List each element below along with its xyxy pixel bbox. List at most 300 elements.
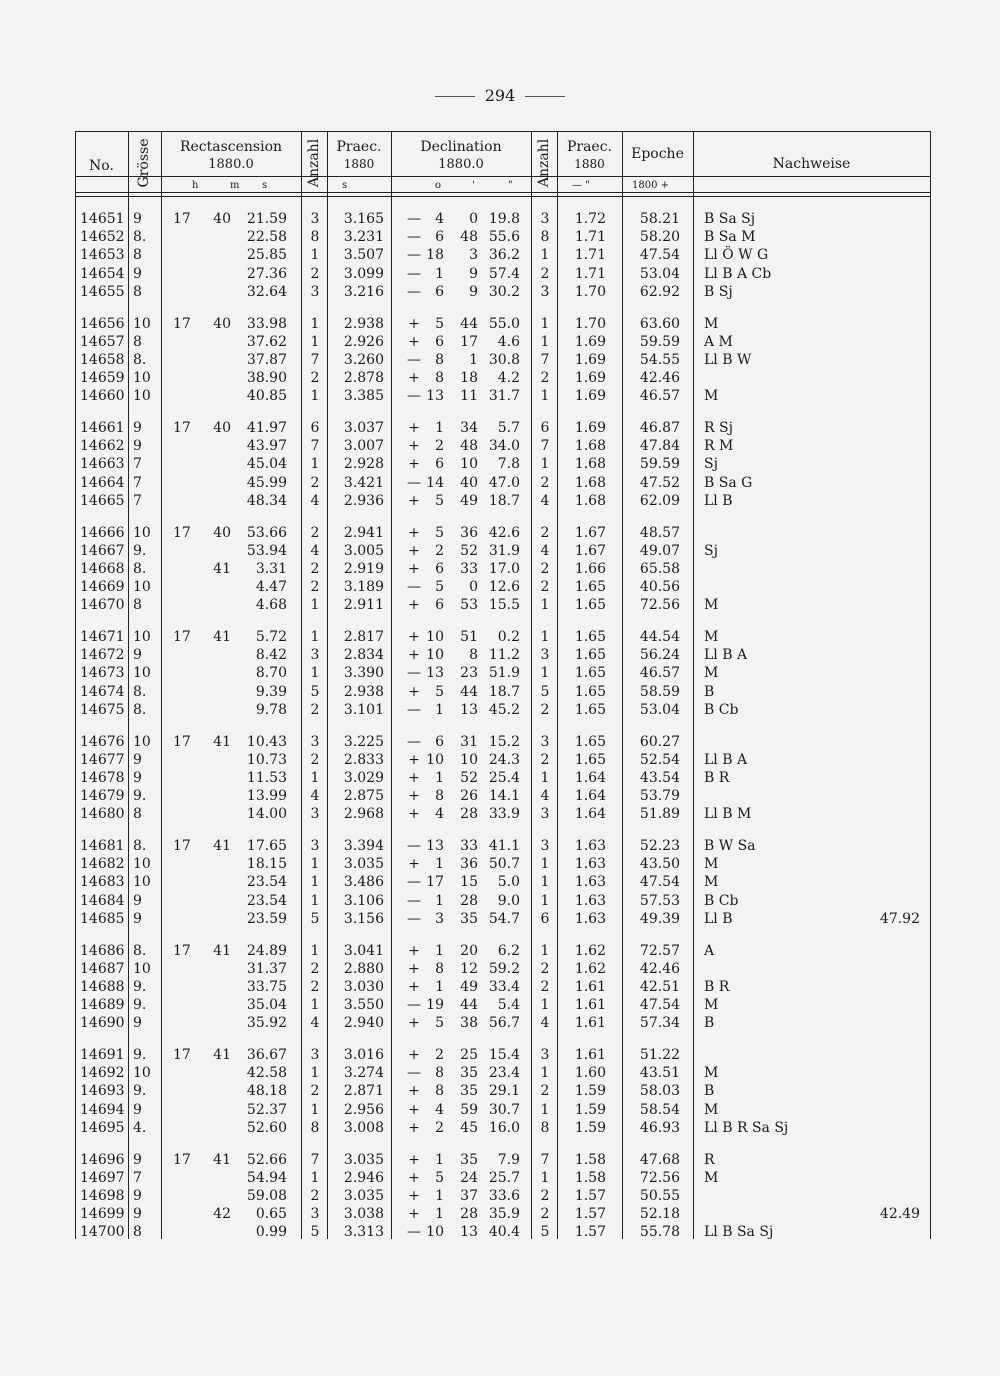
cell-groesse: 9. (133, 1047, 147, 1063)
cell-praec-1: 2.871 (343, 1083, 384, 1100)
cell-decl-sign: — (407, 283, 421, 300)
cell-praec-2: 1.71 (574, 229, 606, 246)
cell-praec-2: 1.57 (574, 1187, 606, 1204)
cell-groesse: 10 (133, 733, 151, 750)
cell-praec-1: 2.878 (343, 370, 384, 387)
cell-epoche: 56.24 (639, 647, 680, 664)
cell-decl-deg: 8 (435, 960, 444, 977)
cell-praec-1: 3.008 (343, 1119, 384, 1136)
cell-decl-deg: 5 (435, 1169, 444, 1186)
cell-ra-h: 17 (173, 315, 191, 332)
cell-praec-2: 1.58 (574, 1151, 606, 1168)
cell-praec-2: 1.65 (574, 629, 606, 645)
cell-praec-2: 1.62 (574, 960, 606, 977)
cell-groesse: 10 (133, 524, 151, 541)
cell-epoche: 47.54 (639, 997, 680, 1014)
cell-decl-sign: + (408, 751, 420, 768)
cell-no: 14696 (80, 1151, 125, 1168)
cell-decl-sign: + (408, 1151, 420, 1168)
cell-groesse: 7 (133, 1169, 142, 1186)
cell-praec-1: 2.926 (343, 333, 384, 350)
cell-praec-2: 1.63 (574, 874, 606, 891)
cell-epoche: 47.52 (639, 474, 680, 491)
cell-anzahl-2: 1 (540, 315, 550, 332)
cell-nachweise: Ll B A Cb (704, 265, 772, 282)
cell-ra-s: 52.66 (246, 1151, 287, 1168)
cell-anzahl-1: 3 (310, 1047, 320, 1063)
cell-decl-deg: 13 (426, 665, 444, 682)
cell-decl-sec: 9.0 (497, 892, 520, 909)
cell-anzahl-2: 7 (540, 438, 550, 455)
cell-decl-sec: 12.6 (488, 579, 520, 596)
header-epoche: Epoche (631, 146, 684, 162)
cell-ra-m: 41 (213, 838, 231, 854)
cell-ra-s: 4.68 (255, 597, 287, 614)
cell-ra-s: 52.60 (246, 1119, 287, 1136)
cell-decl-min: 15 (460, 874, 478, 891)
cell-decl-sign: + (408, 856, 420, 873)
cell-anzahl-1: 2 (310, 474, 320, 491)
cell-epoche: 47.54 (639, 247, 680, 264)
cell-groesse: 10 (133, 856, 151, 873)
table-row (0, 855, 1000, 873)
cell-decl-sec: 15.2 (488, 733, 520, 750)
cell-praec-1: 2.936 (343, 492, 384, 509)
cell-nachweise: Ll Ö W G (704, 247, 769, 264)
header-decl-unit-deg: o (435, 180, 442, 191)
cell-no: 14682 (80, 856, 125, 873)
cell-anzahl-2: 1 (540, 247, 550, 264)
cell-praec-1: 2.956 (343, 1101, 384, 1118)
cell-praec-1: 2.833 (343, 751, 384, 768)
cell-decl-deg: 6 (435, 560, 444, 577)
cell-anzahl-1: 4 (310, 542, 320, 559)
table-row (0, 701, 1000, 719)
cell-groesse: 8. (133, 942, 147, 959)
cell-decl-sign: + (408, 978, 420, 995)
cell-epoche: 63.60 (639, 315, 680, 332)
cell-praec-2: 1.63 (574, 856, 606, 873)
cell-praec-1: 3.106 (343, 892, 384, 909)
cell-ra-m: 41 (213, 733, 231, 750)
cell-nachweise: Sj (704, 542, 718, 559)
cell-decl-sec: 7.9 (497, 1151, 520, 1168)
cell-ra-s: 14.00 (246, 806, 287, 823)
cell-praec-1: 3.189 (343, 579, 384, 596)
cell-anzahl-1: 3 (310, 733, 320, 750)
cell-anzahl-1: 1 (310, 1065, 320, 1082)
table-row (0, 210, 1000, 228)
cell-anzahl-2: 1 (540, 1169, 550, 1186)
table-row (0, 1064, 1000, 1082)
cell-praec-2: 1.65 (574, 751, 606, 768)
cell-decl-min: 10 (460, 751, 478, 768)
cell-anzahl-2: 4 (540, 492, 550, 509)
cell-decl-sign: + (408, 333, 420, 350)
cell-ra-s: 17.65 (246, 838, 287, 854)
cell-decl-deg: 5 (435, 683, 444, 700)
cell-decl-min: 1 (469, 351, 478, 368)
cell-ra-s: 45.99 (246, 474, 287, 491)
cell-epoche: 53.79 (639, 788, 680, 805)
cell-anzahl-1: 3 (310, 647, 320, 664)
cell-anzahl-1: 1 (310, 997, 320, 1014)
cell-decl-sec: 51.9 (488, 665, 520, 682)
table-row (0, 1205, 1000, 1223)
cell-praec-2: 1.67 (574, 524, 606, 541)
cell-decl-deg: 17 (426, 874, 444, 891)
cell-praec-1: 3.038 (343, 1206, 384, 1223)
table-row (0, 787, 1000, 805)
cell-decl-sec: 57.4 (488, 265, 520, 282)
cell-no: 14686 (80, 942, 125, 959)
cell-decl-min: 52 (460, 769, 478, 786)
header-praec-1: Praec. (336, 139, 382, 155)
table-top-rule (75, 131, 931, 132)
cell-decl-sign: — (407, 997, 421, 1014)
cell-groesse: 9 (133, 910, 142, 927)
cell-decl-min: 44 (460, 997, 478, 1014)
cell-anzahl-2: 3 (540, 283, 550, 300)
cell-ra-s: 54.94 (246, 1169, 287, 1186)
cell-no: 14677 (80, 751, 125, 768)
cell-decl-sec: 30.2 (488, 283, 520, 300)
table-row (0, 265, 1000, 283)
cell-anzahl-2: 1 (540, 333, 550, 350)
cell-praec-1: 3.507 (343, 247, 384, 264)
cell-praec-2: 1.64 (574, 806, 606, 823)
cell-decl-min: 35 (460, 1065, 478, 1082)
cell-epoche: 65.58 (639, 560, 680, 577)
cell-epoche: 59.59 (639, 456, 680, 473)
cell-groesse: 8. (133, 838, 147, 854)
cell-praec-1: 3.313 (343, 1224, 384, 1241)
cell-decl-deg: 6 (435, 597, 444, 614)
table-row (0, 733, 1000, 751)
cell-nachweise: M (704, 997, 719, 1014)
cell-anzahl-1: 8 (310, 1119, 320, 1136)
cell-epoche: 43.50 (639, 856, 680, 873)
cell-anzahl-1: 4 (310, 788, 320, 805)
cell-ra-s: 35.92 (246, 1015, 287, 1032)
cell-ra-s: 53.94 (246, 542, 287, 559)
cell-anzahl-2: 7 (540, 351, 550, 368)
cell-anzahl-2: 2 (540, 579, 550, 596)
cell-anzahl-1: 1 (310, 333, 320, 350)
cell-ra-s: 32.64 (246, 283, 287, 300)
cell-anzahl-1: 1 (310, 315, 320, 332)
cell-ra-m: 40 (213, 420, 231, 436)
cell-decl-sign: — (407, 838, 421, 854)
cell-ra-s: 36.67 (246, 1047, 287, 1063)
cell-decl-min: 48 (460, 438, 478, 455)
cell-decl-deg: 8 (435, 788, 444, 805)
table-row (0, 283, 1000, 301)
cell-decl-deg: 14 (426, 474, 444, 491)
cell-epoche: 52.23 (639, 838, 680, 854)
cell-note: 42.49 (879, 1206, 920, 1223)
cell-groesse: 9 (133, 647, 142, 664)
cell-no: 14671 (80, 629, 125, 645)
cell-nachweise: Sj (704, 456, 718, 473)
cell-praec-2: 1.69 (574, 351, 606, 368)
cell-epoche: 55.78 (639, 1224, 680, 1241)
header-sub-rule (75, 176, 931, 177)
table-row (0, 960, 1000, 978)
cell-decl-sec: 23.4 (488, 1065, 520, 1082)
cell-ra-s: 52.37 (246, 1101, 287, 1118)
cell-ra-s: 23.54 (246, 874, 287, 891)
cell-decl-deg: 1 (435, 1151, 444, 1168)
cell-nachweise: B (704, 1015, 715, 1032)
cell-decl-sec: 25.7 (488, 1169, 520, 1186)
cell-ra-s: 10.43 (246, 733, 287, 750)
cell-ra-s: 10.73 (246, 751, 287, 768)
cell-ra-m: 41 (213, 629, 231, 645)
cell-praec-2: 1.71 (574, 265, 606, 282)
cell-note: 47.92 (879, 910, 920, 927)
cell-ra-h: 17 (173, 942, 191, 959)
cell-nachweise: B Cb (704, 892, 739, 909)
cell-anzahl-2: 1 (540, 892, 550, 909)
cell-epoche: 47.84 (639, 438, 680, 455)
cell-praec-1: 3.216 (343, 283, 384, 300)
cell-decl-sign: + (408, 769, 420, 786)
cell-ra-s: 42.58 (246, 1065, 287, 1082)
cell-nachweise: B Cb (704, 701, 739, 718)
cell-nachweise: M (704, 665, 719, 682)
cell-praec-1: 3.231 (343, 229, 384, 246)
cell-ra-s: 13.99 (246, 788, 287, 805)
table-row (0, 578, 1000, 596)
cell-decl-sign: + (408, 1083, 420, 1100)
cell-decl-sign: — (407, 211, 421, 227)
cell-anzahl-2: 2 (540, 1083, 550, 1100)
cell-decl-min: 49 (460, 492, 478, 509)
cell-ra-h: 17 (173, 629, 191, 645)
cell-decl-sign: — (407, 733, 421, 750)
cell-praec-2: 1.57 (574, 1224, 606, 1241)
table-row (0, 837, 1000, 855)
cell-no: 14689 (80, 997, 125, 1014)
cell-decl-sec: 45.2 (488, 701, 520, 718)
cell-nachweise: M (704, 597, 719, 614)
cell-decl-min: 26 (460, 788, 478, 805)
cell-ra-s: 35.04 (246, 997, 287, 1014)
cell-praec-1: 2.928 (343, 456, 384, 473)
cell-nachweise: Ll B W (704, 351, 752, 368)
cell-groesse: 8. (133, 229, 147, 246)
cell-ra-s: 38.90 (246, 370, 287, 387)
cell-praec-2: 1.65 (574, 647, 606, 664)
cell-anzahl-2: 1 (540, 1065, 550, 1082)
header-ra-epoch: 1880.0 (208, 157, 254, 172)
cell-anzahl-2: 2 (540, 524, 550, 541)
cell-ra-s: 8.70 (255, 665, 287, 682)
cell-ra-m: 41 (213, 942, 231, 959)
cell-nachweise: B Sa M (704, 229, 756, 246)
cell-praec-2: 1.58 (574, 1169, 606, 1186)
cell-anzahl-2: 2 (540, 751, 550, 768)
cell-epoche: 42.46 (639, 370, 680, 387)
cell-no: 14676 (80, 733, 125, 750)
cell-decl-sign: — (407, 665, 421, 682)
cell-anzahl-1: 2 (310, 370, 320, 387)
cell-decl-deg: 4 (435, 806, 444, 823)
cell-ra-m: 40 (213, 315, 231, 332)
cell-ra-h: 17 (173, 1151, 191, 1168)
cell-decl-min: 10 (460, 456, 478, 473)
table-row (0, 1119, 1000, 1137)
cell-groesse: 8. (133, 560, 147, 577)
cell-ra-m: 41 (213, 560, 231, 577)
cell-ra-s: 37.87 (246, 351, 287, 368)
cell-decl-min: 45 (460, 1119, 478, 1136)
cell-nachweise: M (704, 1065, 719, 1082)
cell-decl-sec: 31.9 (488, 542, 520, 559)
cell-anzahl-1: 7 (310, 438, 320, 455)
table-row (0, 628, 1000, 646)
cell-decl-min: 51 (460, 629, 478, 645)
header-anzahl-2: Anzahl (536, 138, 552, 188)
header-praec-2: Praec. (566, 139, 613, 155)
cell-anzahl-2: 7 (540, 1151, 550, 1168)
cell-groesse: 9. (133, 1083, 147, 1100)
cell-epoche: 46.57 (639, 665, 680, 682)
cell-decl-sec: 25.4 (488, 769, 520, 786)
cell-no: 14659 (80, 370, 125, 387)
cell-decl-deg: 5 (435, 1015, 444, 1032)
cell-praec-1: 3.035 (343, 1151, 384, 1168)
cell-anzahl-1: 2 (310, 524, 320, 541)
cell-anzahl-2: 3 (540, 733, 550, 750)
cell-no: 14684 (80, 892, 125, 909)
cell-decl-deg: 2 (435, 542, 444, 559)
cell-nachweise: B W Sa (704, 838, 756, 854)
cell-decl-min: 33 (460, 838, 478, 854)
table-row (0, 492, 1000, 510)
cell-nachweise: M (704, 629, 719, 645)
cell-groesse: 8 (133, 283, 142, 300)
cell-decl-deg: 1 (435, 1187, 444, 1204)
table-row (0, 769, 1000, 787)
cell-praec-1: 2.968 (343, 806, 384, 823)
cell-anzahl-1: 1 (310, 942, 320, 959)
cell-decl-sec: 50.7 (488, 856, 520, 873)
cell-ra-s: 23.54 (246, 892, 287, 909)
cell-praec-2: 1.65 (574, 665, 606, 682)
cell-anzahl-2: 1 (540, 874, 550, 891)
cell-no: 14700 (80, 1224, 125, 1241)
cell-praec-1: 3.165 (343, 211, 384, 227)
cell-anzahl-1: 2 (310, 265, 320, 282)
cell-anzahl-2: 1 (540, 856, 550, 873)
cell-decl-sec: 56.7 (488, 1015, 520, 1032)
cell-decl-deg: 6 (435, 733, 444, 750)
cell-epoche: 51.89 (639, 806, 680, 823)
table-row (0, 1101, 1000, 1119)
cell-decl-sec: 14.1 (488, 788, 520, 805)
cell-praec-1: 3.029 (343, 769, 384, 786)
cell-epoche: 46.87 (639, 420, 680, 436)
table-row (0, 560, 1000, 578)
cell-anzahl-2: 1 (540, 942, 550, 959)
cell-decl-min: 18 (460, 370, 478, 387)
cell-praec-1: 3.486 (343, 874, 384, 891)
cell-decl-sign: — (407, 265, 421, 282)
cell-epoche: 57.34 (639, 1015, 680, 1032)
cell-ra-s: 27.36 (246, 265, 287, 282)
cell-ra-h: 17 (173, 838, 191, 854)
cell-ra-s: 21.59 (246, 211, 287, 227)
cell-anzahl-1: 2 (310, 978, 320, 995)
cell-nachweise: M (704, 388, 719, 405)
cell-anzahl-1: 1 (310, 247, 320, 264)
cell-praec-1: 2.946 (343, 1169, 384, 1186)
cell-no: 14674 (80, 683, 125, 700)
cell-praec-1: 3.260 (343, 351, 384, 368)
cell-decl-min: 9 (469, 283, 478, 300)
cell-decl-sign: + (408, 420, 420, 436)
cell-ra-s: 18.15 (246, 856, 287, 873)
cell-decl-sec: 4.6 (497, 333, 520, 350)
cell-decl-sec: 0.2 (497, 629, 520, 645)
cell-decl-min: 44 (460, 683, 478, 700)
cell-anzahl-1: 7 (310, 1151, 320, 1168)
cell-decl-sec: 17.0 (488, 560, 520, 577)
header-praec-2-year: 1880 (574, 157, 605, 171)
cell-ra-s: 41.97 (246, 420, 287, 436)
cell-anzahl-2: 8 (540, 1119, 550, 1136)
cell-anzahl-2: 2 (540, 1206, 550, 1223)
cell-groesse: 10 (133, 1065, 151, 1082)
cell-no: 14675 (80, 701, 125, 718)
table-row (0, 910, 1000, 928)
cell-decl-deg: 1 (435, 856, 444, 873)
cell-ra-h: 17 (173, 420, 191, 436)
cell-decl-min: 48 (460, 229, 478, 246)
cell-nachweise: B R (704, 978, 730, 995)
cell-decl-min: 31 (460, 733, 478, 750)
cell-decl-min: 36 (460, 856, 478, 873)
cell-anzahl-1: 1 (310, 769, 320, 786)
cell-groesse: 8 (133, 333, 142, 350)
header-bottom-rule-1 (75, 192, 931, 193)
cell-epoche: 42.51 (639, 978, 680, 995)
cell-decl-sec: 15.4 (488, 1047, 520, 1063)
cell-groesse: 9 (133, 751, 142, 768)
cell-groesse: 10 (133, 665, 151, 682)
cell-groesse: 10 (133, 960, 151, 977)
cell-nachweise: B R (704, 769, 730, 786)
cell-anzahl-1: 1 (310, 629, 320, 645)
cell-praec-1: 2.911 (343, 597, 384, 614)
cell-epoche: 58.20 (639, 229, 680, 246)
cell-praec-1: 3.041 (343, 942, 384, 959)
cell-praec-2: 1.61 (574, 1015, 606, 1032)
cell-decl-min: 35 (460, 910, 478, 927)
cell-decl-min: 12 (460, 960, 478, 977)
cell-epoche: 48.57 (639, 524, 680, 541)
cell-decl-sec: 55.0 (488, 315, 520, 332)
cell-decl-deg: 4 (435, 211, 444, 227)
table-row (0, 683, 1000, 701)
cell-decl-deg: 8 (435, 351, 444, 368)
cell-epoche: 53.04 (639, 701, 680, 718)
cell-nachweise: Ll B A (704, 751, 748, 768)
cell-praec-2: 1.63 (574, 892, 606, 909)
cell-epoche: 60.27 (639, 733, 680, 750)
